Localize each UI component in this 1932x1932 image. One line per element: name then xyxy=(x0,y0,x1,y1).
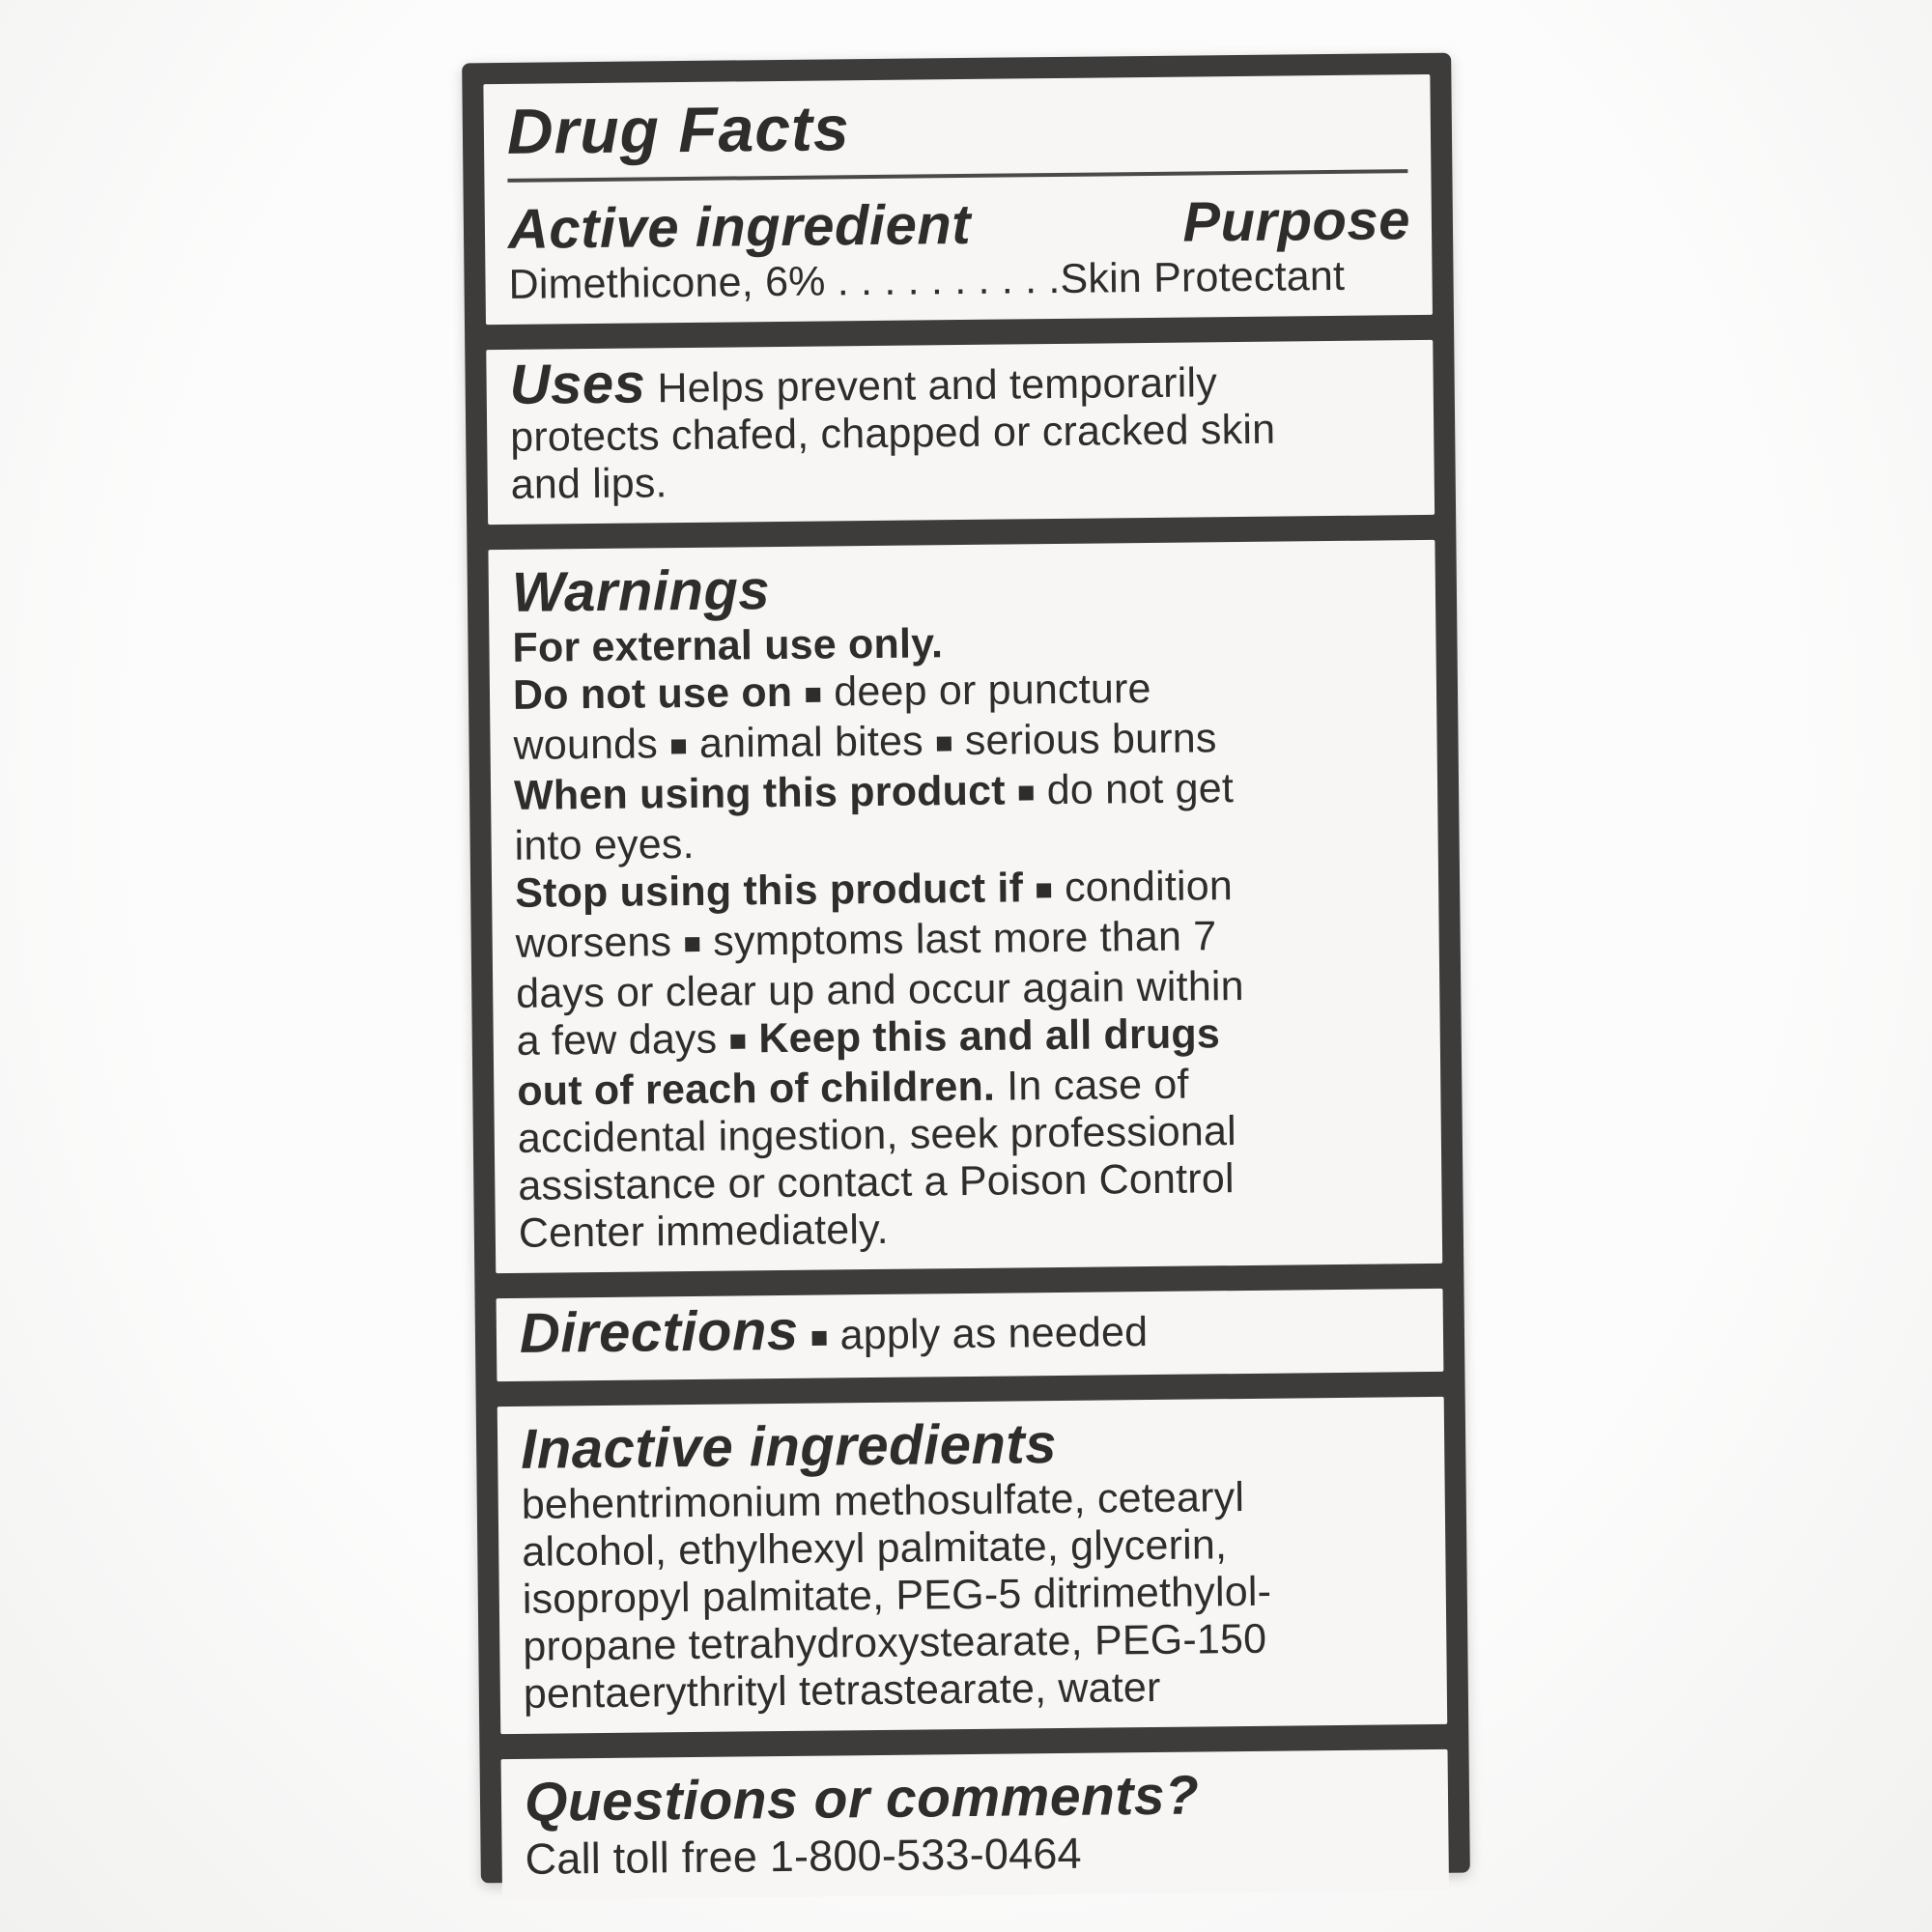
directions-text: Directions ■ apply as needed xyxy=(519,1298,1149,1365)
active-ingredient-value: Dimethicone, 6% . . . . . . . . . .Skin Protectant xyxy=(508,252,1346,308)
inactive-ingredients-heading: Inactive ingredients xyxy=(520,1412,1058,1481)
active-ingredient-header-row xyxy=(508,188,1411,262)
active-ingredient-heading: Active ingredient xyxy=(507,192,972,261)
section-warnings xyxy=(488,540,1442,1273)
warnings-text: For external use only. Do not use on ■ deep or puncture wounds ■ animal bites ■ serious burns When using this product ■ do not get into eyes. Stop using this product if ■ condition worsens ■ symptoms last more than 7 days or clear up and occur again within a few days ■ Keep this and all drugs out of reach of children. In case of accidental ingestion, seek professional assistance or contact a Poison Control Center immediately. xyxy=(512,620,1245,1257)
warnings-heading: Warnings xyxy=(511,558,771,624)
drug-facts-title: Drug Facts xyxy=(506,92,851,167)
section-directions xyxy=(497,1289,1444,1381)
section-uses xyxy=(486,340,1435,525)
purpose-heading: Purpose xyxy=(1182,188,1411,254)
inactive-ingredients-text: behentrimonium methosulfate, cetearyl alcohol, ethylhexyl palmitate, glycerin, isopropyl palmitate, PEG-5 ditrimethylol- propane tetrahydroxystearate, PEG-150 pentaerythrityl tetrastearate, water xyxy=(521,1474,1272,1718)
section-inactive-ingredients xyxy=(497,1397,1447,1734)
toll-free-phone: Call toll free 1-800-533-0464 xyxy=(525,1828,1083,1884)
title-divider xyxy=(507,169,1407,183)
questions-heading: Questions or comments? xyxy=(524,1764,1200,1833)
section-title-active-ingredient xyxy=(483,74,1433,325)
section-questions xyxy=(501,1749,1449,1900)
uses-text: Uses Helps prevent and temporarily protects chafed, chapped or cracked skin and lips. xyxy=(509,352,1276,508)
drug-facts-label xyxy=(462,53,1470,1884)
